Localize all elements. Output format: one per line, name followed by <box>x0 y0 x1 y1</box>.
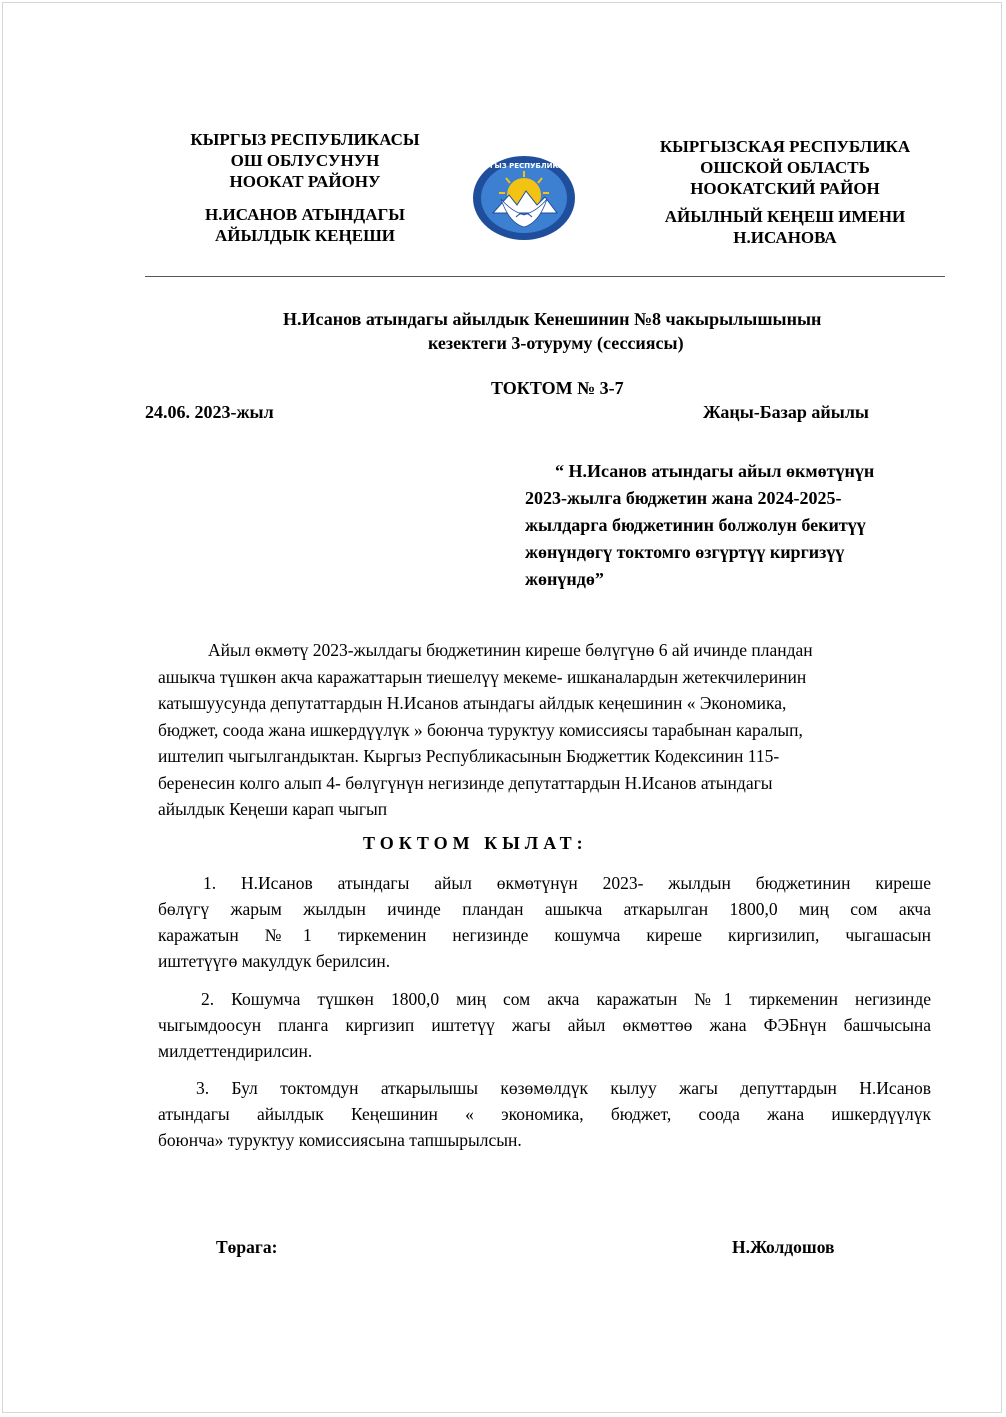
chair-label: Төрага: <box>216 1237 278 1257</box>
header-right-line: Н.ИСАНОВА <box>733 228 837 247</box>
chair-name: Н.Жолдошов <box>732 1237 835 1257</box>
preamble-line: беренесин колго алып 4- бөлүгүнүн негизинде депутаттардын Н.Исанов атындагы <box>158 772 773 793</box>
header-right-russian <box>625 136 945 248</box>
item-line: атындагы айылдык Кеңешинин « экономика, бюджет, соода жана ишкердүүлүк <box>158 1104 931 1124</box>
header-left-line: КЫРГЫЗ РЕСПУБЛИКАСЫ <box>190 130 420 149</box>
resolution-number: ТОКТОМ № 3-7 <box>491 378 624 398</box>
item-line: боюнча» туруктуу комиссиясына тапшырылсын. <box>158 1130 522 1150</box>
header-right-line: КЫРГЫЗСКАЯ РЕСПУБЛИКА <box>659 137 911 156</box>
header-left-line: Н.ИСАНОВ АТЫНДАГЫ <box>205 205 405 224</box>
resolution-item-1 <box>158 870 931 974</box>
header-divider <box>145 276 945 277</box>
resolution-date: 24.06. 2023-жыл <box>145 402 274 422</box>
resolution-item-2 <box>158 986 931 1064</box>
subject-line: “ Н.Исанов атындагы айыл өкмөтүнүн <box>555 461 875 481</box>
session-title-line2: кезектеги 3-отуруму (сессиясы) <box>428 333 684 353</box>
header-left-line: НООКАТ РАЙОНУ <box>229 172 381 191</box>
item-line: бөлүгү жарым жылдын ичинде пландан ашыкча аткарылган 1800,0 миң сом акча <box>158 899 931 919</box>
resolution-item-3 <box>158 1075 931 1153</box>
item-line: милдеттендирилсин. <box>158 1041 313 1061</box>
item-line: 3. Бул токтомдун аткарылышы көзөмөлдүк кылуу жагы депуттардын Н.Исанов <box>196 1078 931 1098</box>
subject-line: жылдарга бюджетинин болжолун бекитүү <box>525 515 866 535</box>
preamble-line: катышуусунда депутаттардын Н.Исанов атындагы айлдык кеңешинин « Экономика, <box>158 693 787 713</box>
subject-line: 2023-жылга бюджетин жана 2024-2025- <box>525 488 842 508</box>
header-left-line: ОШ ОБЛУСУНУН <box>230 151 380 170</box>
session-title-line1: Н.Исанов атындагы айылдык Кенешинин №8 чакырылышынын <box>283 309 822 329</box>
header-right-line: ОШСКОЙ ОБЛАСТЬ <box>700 158 870 177</box>
resolve-heading: ТОКТОМ КЫЛАТ: <box>363 833 588 853</box>
preamble-line: бюджет, соода жана ишкердүүлүк » боюнча туруктуу комиссиясы тарабынан каралып, <box>158 719 803 740</box>
item-line: каражатын №1 тиркеменин негизинде кошумча киреше киргизилип, чыгашасын <box>158 925 931 945</box>
item-line: иштетүүгө макулдук берилсин. <box>158 951 391 971</box>
item-line: 2. Кошумча түшкөн 1800,0 миң сом акча каражатын №1 тиркеменин негизинде <box>201 989 931 1009</box>
emblem-text: КЫРГЫЗ РЕСПУБЛИКАСЫ <box>471 162 577 170</box>
kyrgyz-state-emblem-icon <box>471 155 577 241</box>
header-right-line: НООКАТСКИЙ РАЙОН <box>690 179 880 198</box>
header-left-line: АЙЫЛДЫК КЕҢЕШИ <box>215 226 395 245</box>
subject-line: жөнүндө” <box>525 569 604 589</box>
item-line: 1. Н.Исанов атындагы айыл өкмөтүнүн 2023- жылдын бюджетинин киреше <box>203 873 931 893</box>
preamble-line: Айыл өкмөтү 2023-жылдагы бюджетинин киреше бөлүгүнө 6 ай ичинде пландан <box>208 640 813 660</box>
preamble-paragraph <box>158 637 938 823</box>
preamble-line: ашыкча түшкөн акча каражаттарын тиешелүү мекеме- ишканалардын жетекчилеринин <box>158 666 807 687</box>
preamble-line: иштелип чыгылгандыктан. Кыргыз Республикасынын Бюджеттик Кодексинин 115- <box>158 746 780 766</box>
header-right-line: АЙЫЛНЫЙ КЕҢЕШ ИМЕНИ <box>664 207 906 226</box>
item-line: чыгымдоосун планга киргизип иштетүү жагы айыл өкмөттөө жана ФЭБнүн башчысына <box>158 1015 931 1035</box>
preamble-line: айылдык Кеңеши карап чыгып <box>158 799 388 819</box>
resolution-place: Жаңы-Базар айылы <box>703 402 869 422</box>
resolution-subject <box>525 458 935 593</box>
header-left-kyrgyz <box>145 129 465 246</box>
subject-line: жөнүндөгү токтомго өзгүртүү киргизүү <box>525 542 845 562</box>
